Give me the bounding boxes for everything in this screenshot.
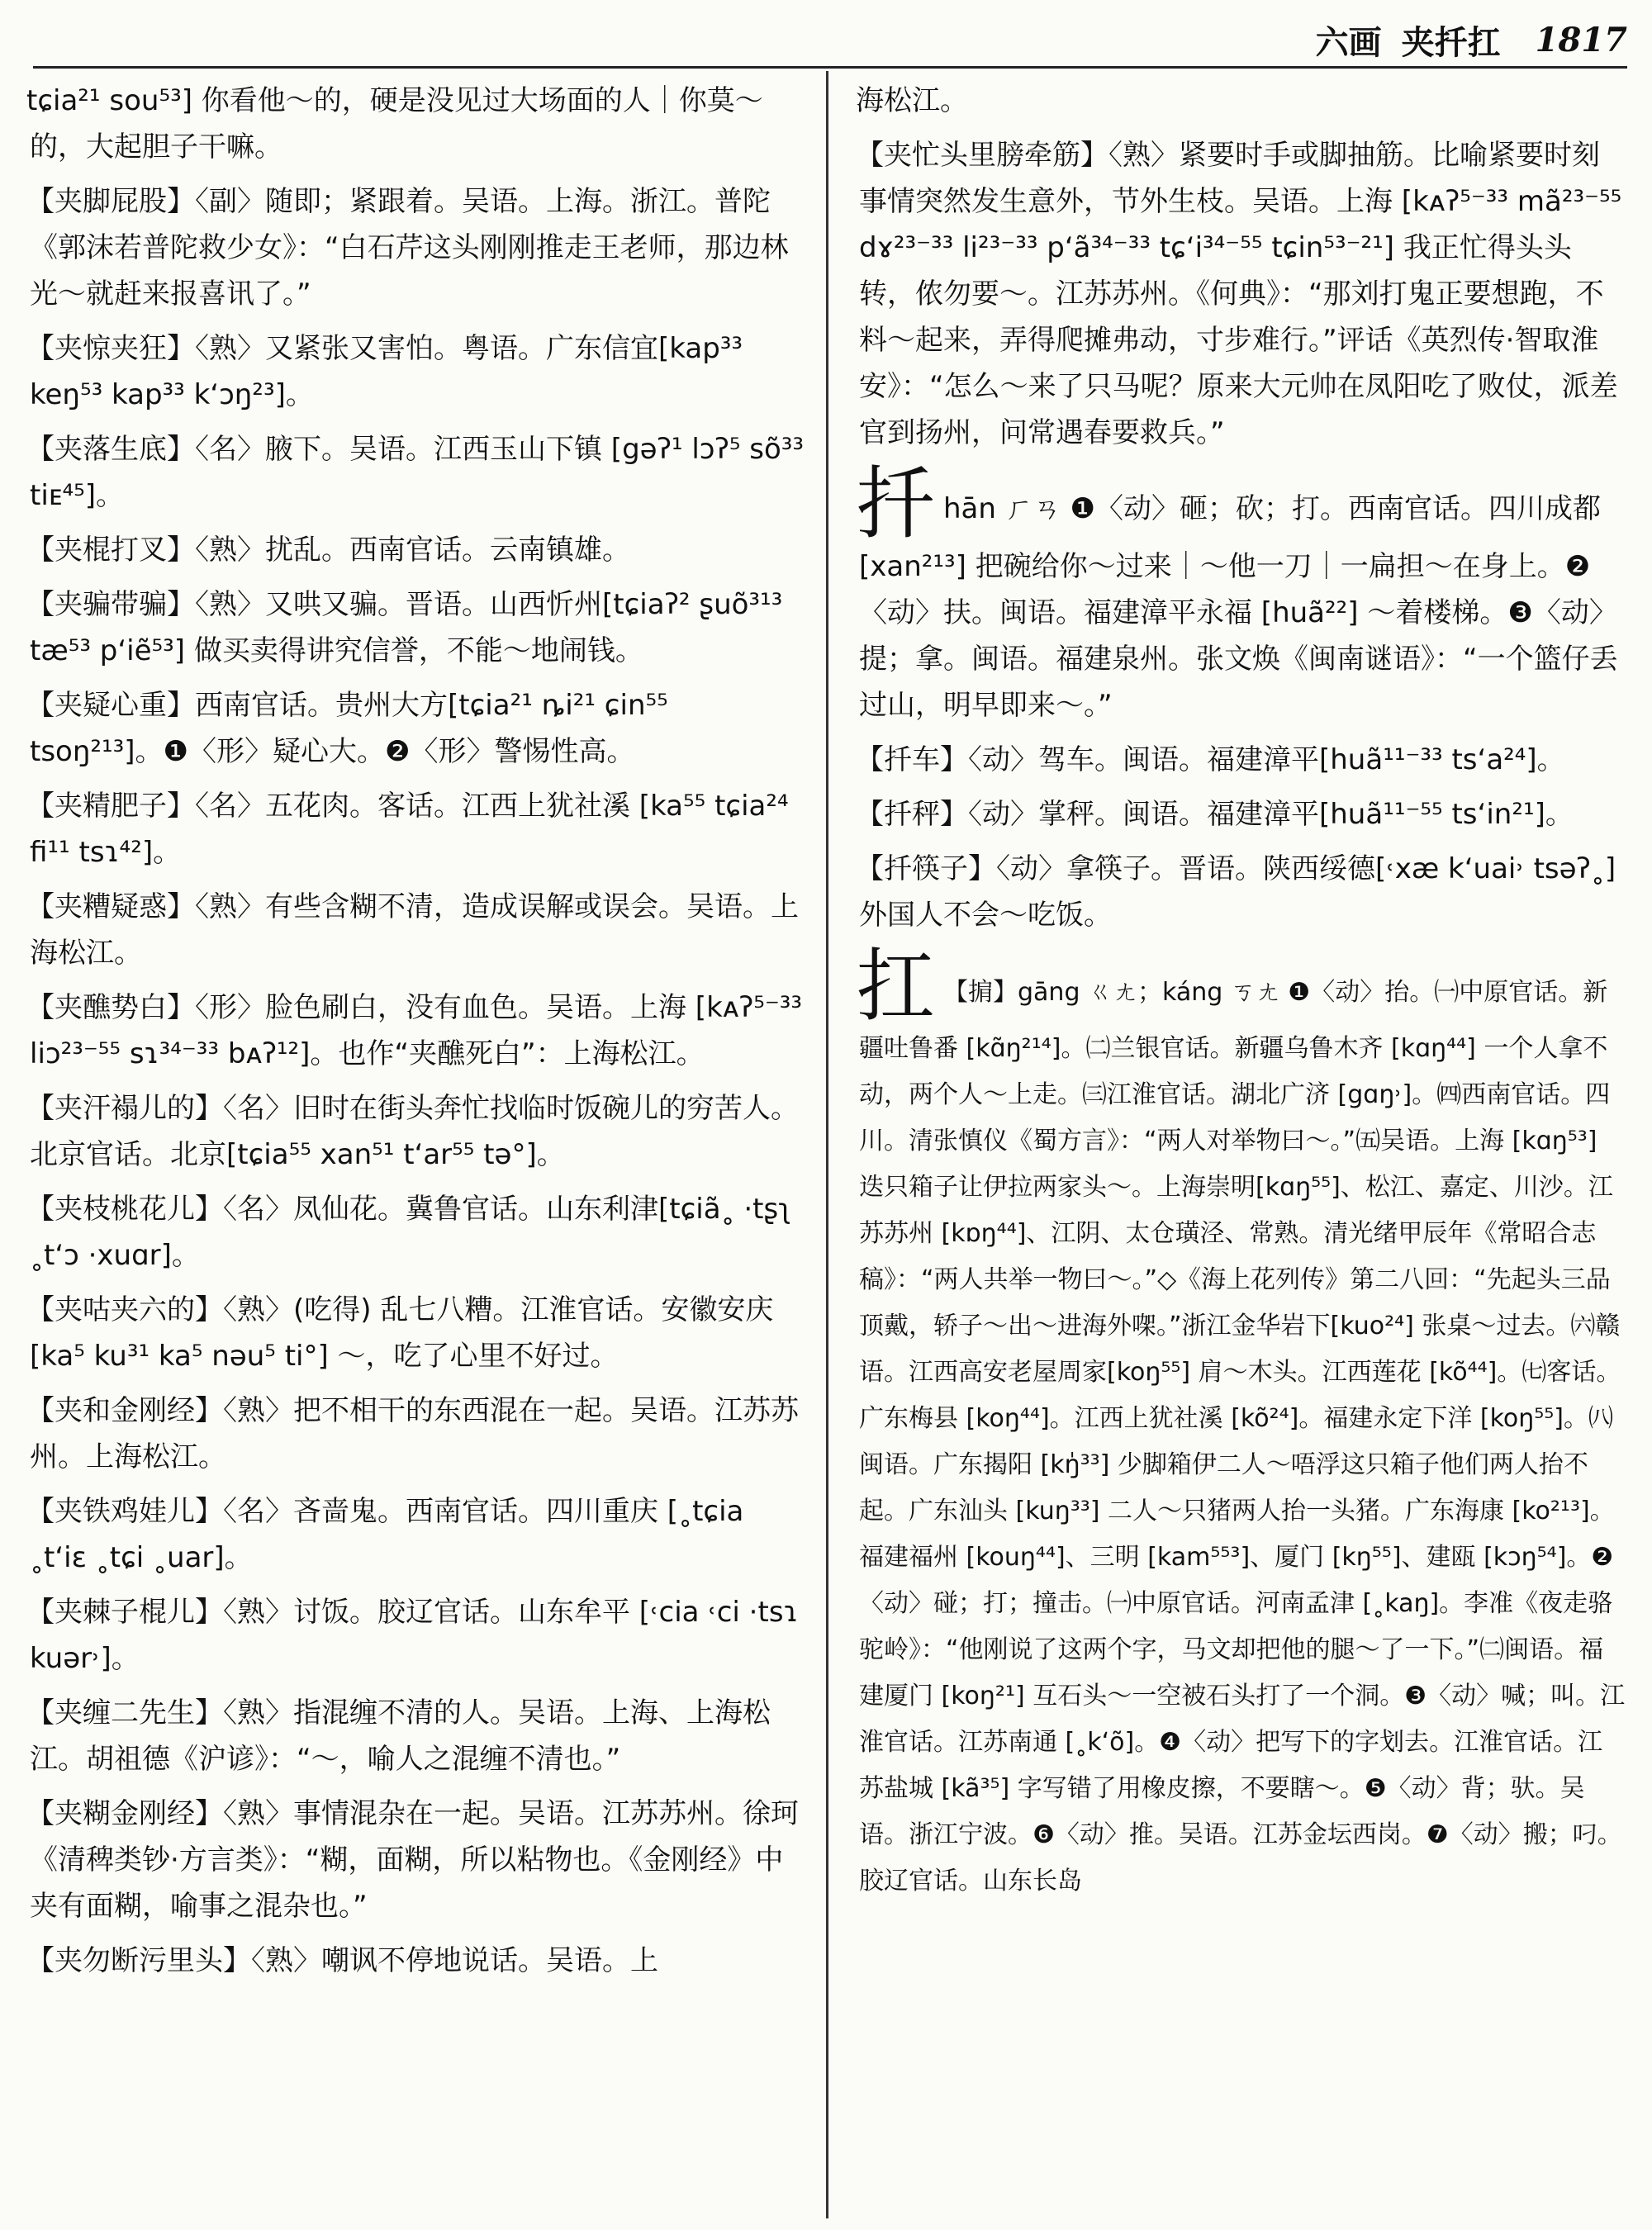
entry: 【夹勿断污里头】〈熟〉嘲讽不停地说话。吴语。上 [26,1944,658,1977]
entry: 【夹咕夹六的】〈熟〉(吃得) 乱七八糟。江淮官话。安徽安庆 [ka⁵ ku³¹ ka⁵ nəu⁵ ti°] ～，吃了心里不好过。 [26,1293,774,1373]
entry: 【夹糊金刚经】〈熟〉事情混杂在一起。吴语。江苏苏州。徐珂《清稗类钞·方言类》：“糊，面糊，所以粘物也。《金刚经》中夹有面糊，喻事之混杂也。” [26,1797,799,1923]
headword-entry-gang [856,940,1627,1905]
entry: 【夹和金刚经】〈熟〉把不相干的东西混在一起。吴语。江苏苏州。上海松江。 [26,1394,799,1473]
entry: 【夹糟疑惑】〈熟〉有些含糊不清，造成误解或误会。吴语。上海松江。 [26,890,799,970]
entry-continuation: 海松江。 [856,84,968,117]
entry-continuation: tɕia²¹ sou⁵³] 你看他～的，硬是没见过大场面的人｜你莫～的，大起胆子干嘛。 [26,84,763,164]
section-label: 六画 [1315,22,1382,62]
headword-definition: 【掮】gāng ㄍㄤ；káng ㄎㄤ ❶〈动〉抬。㈠中原官话。新疆吐鲁番 [kɑ̃ŋ²¹⁴]。㈡兰银官话。新疆乌鲁木齐 [kɑŋ⁴⁴] 一个人拿不动，两个人～上走。㈢江淮官话。湖北广济 [gɑŋ˒]。㈣西南官话。四川。清张慎仪《蜀方言》：“两人对举物曰～。”㈤吴语。上海 [kɑŋ⁵³] 迭只箱子让伊拉两家头～。上海崇明[kɑŋ⁵⁵]、松江、嘉定、川沙。江苏苏州 [kɒŋ⁴⁴]、江阴、太仓璜泾、常熟。清光绪甲辰年《常昭合志稿》：“两人共举一物曰～。”◇《海上花列传》第二八回：“先起头三品顶戴，轿子～出～进海外㗎。”浙江金华岩下[kuo²⁴] 张桌～过去。㈥赣语。江西高安老屋周家[koŋ⁵⁵] 肩～木头。江西莲花 [kõ⁴⁴]。㈦客话。广东梅县 [koŋ⁴⁴]。江西上犹社溪 [kõ²⁴]。福建永定下洋 [koŋ⁵⁵]。㈧闽语。广东揭阳 [kŋ̍³³] 少脚箱伊二人～唔浮这只箱子他们两人抬不起。广东汕头 [kuŋ³³] 二人～只猪两人抬一头猪。广东海康 [ko²¹³]。福建福州 [kouŋ⁴⁴]、三明 [kam⁵⁵³]、厦门 [kŋ⁵⁵]、建瓯 [kɔŋ⁵⁴]。❷〈动〉碰；打；撞击。㈠中原官话。河南孟津 [˳kaŋ]。李准《夜走骆驼岭》：“他刚说了这两个字，马文却把他的腿～了一下。”㈡闽语。福建厦门 [koŋ²¹] 互石头～一空被石头打了一个洞。❸〈动〉喊；叫。江淮官话。江苏南通 [˳k‘õ]。❹〈动〉把写下的字划去。江淮官话。江苏盐城 [kã³⁵] 字写错了用橡皮擦，不要瞎～。❺〈动〉背；驮。吴语。浙江宁波。❻〈动〉推。吴语。江苏金坛西岗。❼〈动〉搬；叼。胶辽官话。山东长岛 [859,978,1626,1896]
entry: 【夹枝桃花儿】〈名〉凤仙花。冀鲁官话。山东利津[tɕiã˳ ·tʂʅ ˳t‘ɔ ·xuɑr]。 [26,1193,791,1272]
entry: 【夹疑心重】西南官话。贵州大方[tɕia²¹ ȵi²¹ ɕin⁵⁵ tsoŋ²¹³]。❶〈形〉疑心大。❷〈形〉警惕性高。 [26,689,668,768]
entry: 【夹铁鸡娃儿】〈名〉吝啬鬼。西南官话。四川重庆 [˳tɕia ˳t‘iɛ ˳tɕi ˳uar]。 [26,1495,744,1574]
header-characters: 夹扦扛 [1401,22,1501,62]
left-column [26,78,806,1992]
right-column [856,78,1627,1913]
entry: 【夹汗褟儿的】〈名〉旧时在街头奔忙找临时饭碗儿的穷苦人。北京官话。北京[tɕia⁵⁵ xan⁵¹ t‘ar⁵⁵ tə°]。 [26,1092,799,1171]
entry: 【扦筷子】〈动〉拿筷子。晋语。陕西绥德[˓xæ k‘uai˒ tsəʔ˳] 外国人不会～吃饭。 [856,852,1616,932]
entry: 【夹缠二先生】〈熟〉指混缠不清的人。吴语。上海、上海松江。胡祖德《沪谚》：“～，喻人之混缠不清也。” [26,1696,771,1776]
headword-definition: hān ㄏㄢ ❶〈动〉砸；砍；打。西南官话。四川成都 [xan²¹³] 把碗给你～过来｜～他一刀｜一扁担～在身上。❷〈动〉扶。闽语。福建漳平永福 [huã²²] ～着楼梯。❸〈动〉提；拿。闽语。福建泉州。张文焕《闽南谜语》：“一个篮仔丢过山，明早即来～。” [859,492,1618,722]
column-divider [826,71,828,2218]
entry: 【夹醮势白】〈形〉脸色刷白，没有血色。吴语。上海 [kᴀʔ⁵⁻³³ liɔ²³⁻⁵⁵ sɿ³⁴⁻³³ bᴀʔ¹²]。也作“夹醮死白”：上海松江。 [26,991,803,1070]
header-rule [33,66,1627,69]
headword-char: 扛 [856,940,935,1032]
page-number: 1817 [1535,20,1627,59]
entry: 【扦秤】〈动〉掌秤。闽语。福建漳平[huã¹¹⁻⁵⁵ ts‘in²¹]。 [856,798,1574,831]
entry: 【夹精肥子】〈名〉五花肉。客话。江西上犹社溪 [ka⁵⁵ tɕia²⁴ fi¹¹ tsɿ⁴²]。 [26,790,789,869]
headword-char: 扦 [856,458,935,550]
entry: 【夹落生底】〈名〉腋下。吴语。江西玉山下镇 [gəʔ¹ lɔʔ⁵ sõ³³ tiᴇ⁴⁵]。 [26,433,805,512]
entry: 【扦车】〈动〉驾车。闽语。福建漳平[huã¹¹⁻³³ ts‘a²⁴]。 [856,743,1565,776]
page-header [1239,15,1627,64]
entry: 【夹棍打叉】〈熟〉扰乱。西南官话。云南镇雄。 [26,534,630,567]
headword-entry-han [856,458,1627,728]
entry: 【夹棘子棍儿】〈熟〉讨饭。胶辽官话。山东牟平 [˓cia ˓ci ·tsɿ kuər˒]。 [26,1596,799,1675]
entry: 【夹惊夹狂】〈熟〉又紧张又害怕。粤语。广东信宜[kap³³ keŋ⁵³ kap³³ k‘ɔŋ²³]。 [26,332,743,411]
entry: 【夹骗带骗】〈熟〉又哄又骗。晋语。山西忻州[tɕiaʔ² ʂuõ³¹³ tæ⁵³ p‘iẽ⁵³] 做买卖得讲究信誉，不能～地闹钱。 [26,588,783,667]
entry: 【夹忙头里膀牵筋】〈熟〉紧要时手或脚抽筋。比喻紧要时刻事情突然发生意外，节外生枝。吴语。上海 [kᴀʔ⁵⁻³³ mã²³⁻⁵⁵ dɤ²³⁻³³ li²³⁻³³ p‘ã³⁴⁻³³ tɕ‘i³⁴⁻⁵⁵ tɕin⁵³⁻²¹] 我正忙得头头转，侬勿要～。江苏苏州。《何典》：“那刘打鬼正要想跑，不料～起来，弄得爬摊弗动，寸步难行。”评话《英烈传·智取淮安》：“怎么～来了只马呢？原来大元帅在凤阳吃了败仗，派差官到扬州，问常遇春要救兵。” [856,139,1622,449]
entry: 【夹脚屁股】〈副〉随即；紧跟着。吴语。上海。浙江。普陀《郭沫若普陀救少女》：“白石芹这头刚刚推走王老师，那边林光～就赶来报喜讯了。” [26,185,789,311]
